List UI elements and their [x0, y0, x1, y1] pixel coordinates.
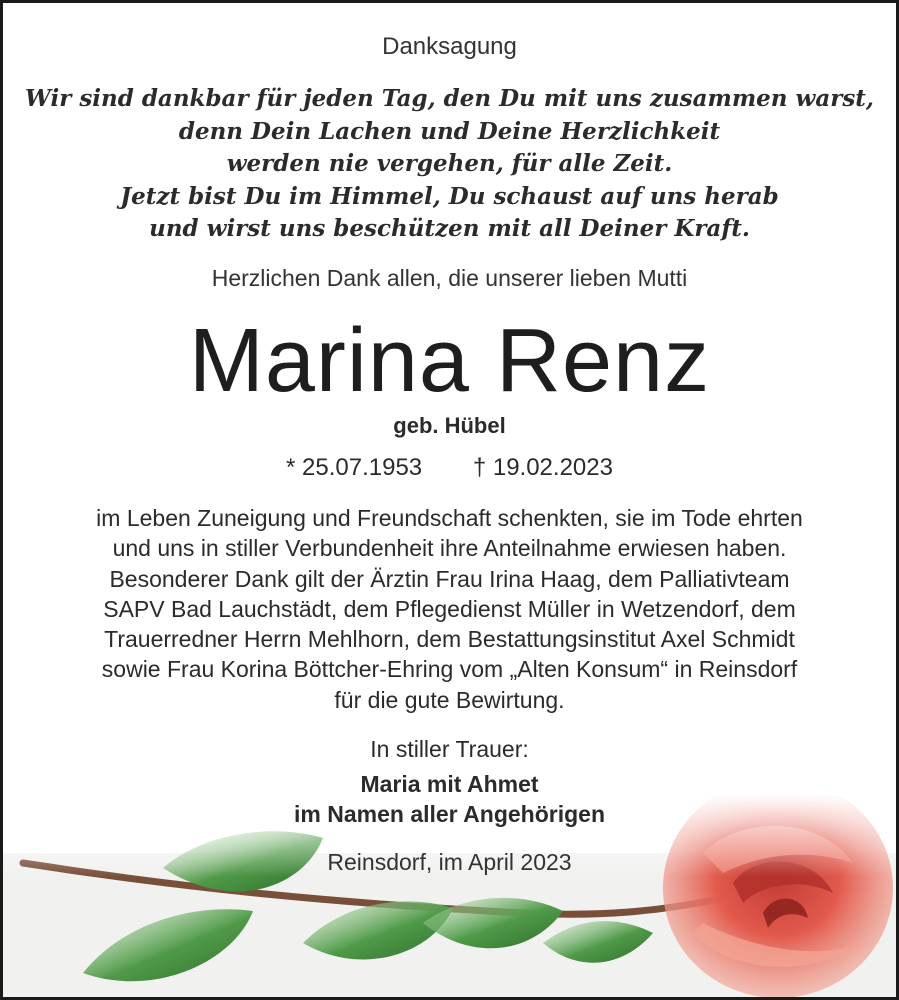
birth-date: * 25.07.1953	[286, 454, 423, 481]
signature-line: Maria mit Ahmet	[360, 771, 539, 797]
deceased-name: Marina Renz	[188, 311, 711, 411]
notice-heading: Danksagung	[382, 33, 517, 60]
body-line: sowie Frau Korina Böttcher-Ehring vom „Alten Konsum“ in Reinsdorf	[101, 656, 798, 683]
signature-line: im Namen aller Angehörigen	[294, 801, 605, 827]
life-dates	[3, 454, 896, 482]
body-line: Trauerredner Herrn Mehlhorn, dem Bestattungsinstitut Axel Schmidt	[104, 626, 795, 653]
mourning-label: In stiller Trauer:	[370, 736, 529, 762]
poem-line: und wirst uns beschützen mit all Deiner Kraft.	[149, 215, 750, 242]
place-date: Reinsdorf, im April 2023	[327, 849, 572, 875]
poem-line: Wir sind dankbar für jeden Tag, den Du mit uns zusammen warst,	[25, 85, 874, 112]
poem-line: Jetzt bist Du im Himmel, Du schaust auf uns herab	[120, 182, 779, 210]
maiden-name: geb. Hübel	[393, 413, 506, 438]
body-line: für die gute Bewirtung.	[334, 686, 565, 713]
poem	[3, 83, 896, 246]
death-date: † 19.02.2023	[472, 454, 613, 481]
poem-line: denn Dein Lachen und Deine Herzlichkeit	[178, 117, 721, 145]
thanks-intro: Herzlichen Dank allen, die unserer lieben Mutti	[211, 265, 688, 291]
thanks-body	[3, 503, 896, 715]
poem-line: werden nie vergehen, für alle Zeit.	[226, 150, 673, 177]
signature	[3, 769, 896, 829]
body-line: SAPV Bad Lauchstädt, dem Pflegedienst Müller in Wetzendorf, dem	[103, 595, 796, 622]
body-line: im Leben Zuneigung und Freundschaft schenkten, sie im Tode ehrten	[96, 505, 803, 531]
body-line: Besonderer Dank gilt der Ärztin Frau Irina Haag, dem Palliativteam	[109, 565, 790, 592]
body-line: und uns in stiller Verbundenheit ihre Anteilnahme erwiesen haben.	[112, 535, 787, 562]
